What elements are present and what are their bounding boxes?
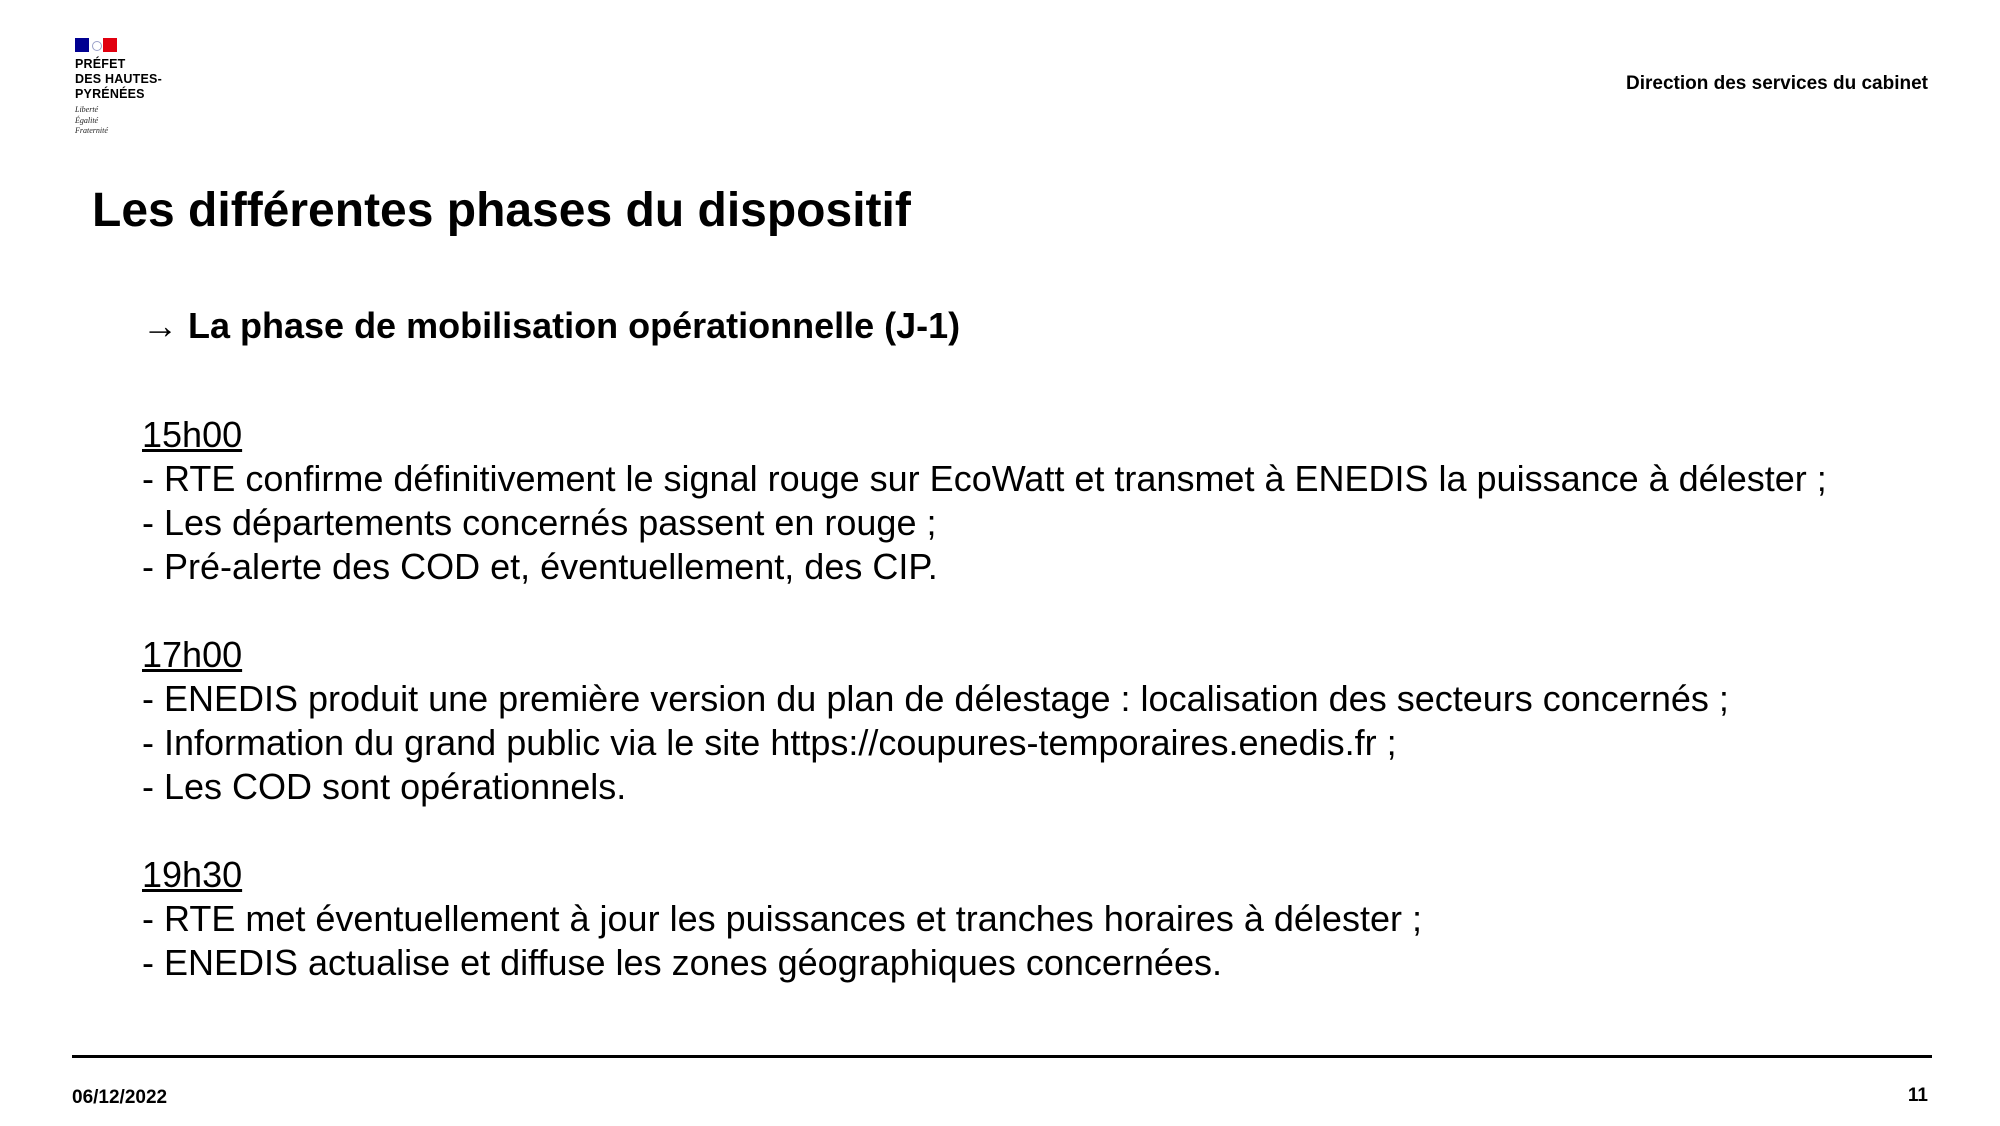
department-label: Direction des services du cabinet: [1625, 73, 1928, 94]
section-line: - ENEDIS actualise et diffuse les zones géographiques concernées.: [142, 942, 1222, 983]
footer-date: 06/12/2022: [72, 1087, 168, 1108]
timeline-content: [142, 413, 1902, 1029]
motto-line: Fraternité: [75, 126, 108, 135]
prefecture-logo: [75, 38, 215, 137]
timeline-section: [142, 853, 1902, 985]
timeline-section: [142, 413, 1902, 589]
section-line: - Les COD sont opérationnels.: [142, 766, 627, 807]
section-time: 17h00: [142, 634, 243, 675]
motto-line: Liberté: [75, 105, 99, 114]
slide-subtitle: → La phase de mobilisation opérationnelle (J-1): [142, 305, 961, 346]
logo-line: PRÉFET: [75, 57, 126, 71]
section-line: - RTE met éventuellement à jour les puissances et tranches horaires à délester ;: [142, 898, 1422, 939]
section-line: - RTE confirme définitivement le signal rouge sur EcoWatt et transmet à ENEDIS la puissance à délester ;: [142, 458, 1827, 499]
logo-motto: [75, 105, 215, 137]
section-line: - Pré-alerte des COD et, éventuellement, des CIP.: [142, 546, 938, 587]
motto-line: Égalité: [75, 115, 99, 125]
page-number: 11: [1907, 1085, 1928, 1106]
section-line: - ENEDIS produit une première version du plan de délestage : localisation des secteurs concernés ;: [142, 678, 1729, 719]
logo-line: PYRÉNÉES: [75, 87, 145, 101]
section-line: - Les départements concernés passent en rouge ;: [142, 502, 937, 543]
logo-line: DES HAUTES-: [75, 72, 162, 86]
section-line: - Information du grand public via le site https://coupures-temporaires.enedis.fr ;: [142, 722, 1397, 763]
section-time: 15h00: [142, 414, 243, 455]
footer-divider: [72, 1055, 1932, 1058]
timeline-section: [142, 633, 1902, 809]
slide-title: Les différentes phases du dispositif: [92, 184, 911, 237]
section-time: 19h30: [142, 854, 243, 895]
french-flag-icon: [75, 38, 117, 52]
logo-text: [75, 57, 215, 102]
